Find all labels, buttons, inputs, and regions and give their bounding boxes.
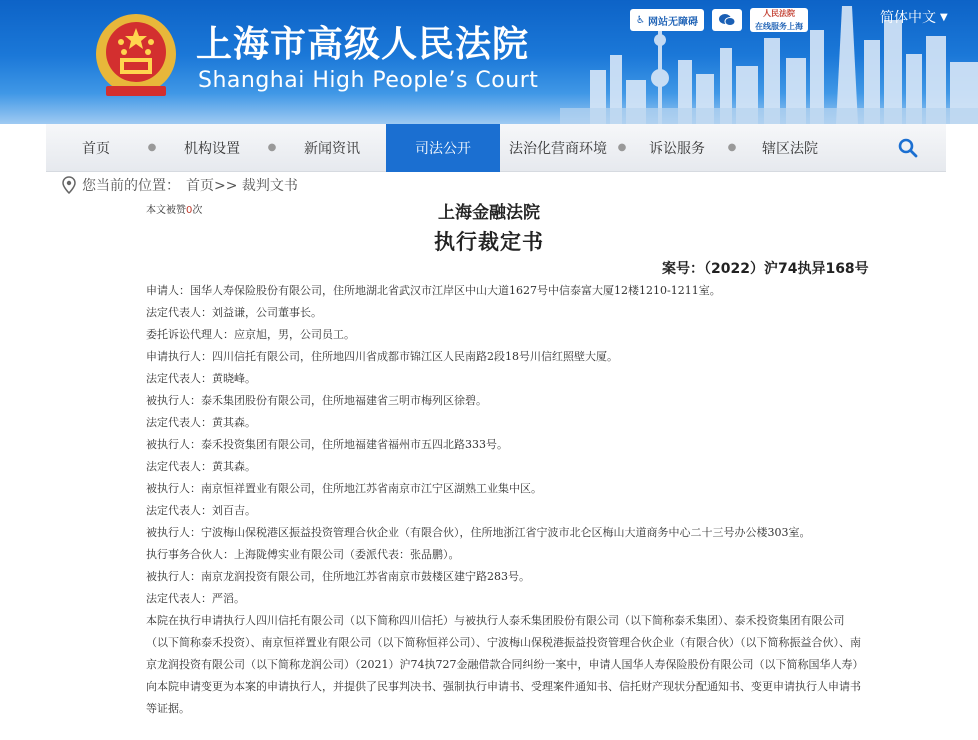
likes-number: 0	[186, 205, 193, 216]
paragraph: 法定代表人：黄其森。	[146, 460, 256, 473]
likes-prefix: 本文被赞	[146, 205, 186, 216]
paragraph: 申请人：国华人寿保险股份有限公司，住所地湖北省武汉市江岸区中山大道1627号中信泰富大厦12楼1210-1211室。	[146, 284, 721, 297]
case-number: 案号：（2022）沪74执异168号	[662, 261, 869, 277]
court-online-line1: 人民法院	[762, 8, 795, 18]
paragraph: 法定代表人：黄其森。	[146, 416, 256, 429]
paragraph: 被执行人：南京龙润投资有限公司，住所地江苏省南京市鼓楼区建宁路283号。	[146, 570, 530, 583]
nav-item-home[interactable]	[46, 124, 146, 172]
nav-label: 新闻资讯	[304, 140, 360, 157]
nav-item-judicial-openness[interactable]	[386, 124, 500, 172]
nav-separator: ●	[617, 142, 627, 153]
breadcrumb-prefix: 您当前的位置：	[82, 178, 180, 194]
wheelchair-icon: ♿	[636, 14, 645, 26]
search-icon[interactable]	[898, 138, 918, 158]
paragraph: 执行事务合伙人：上海陇傅实业有限公司（委派代表：张品鹏）。	[146, 548, 460, 561]
breadcrumb-path[interactable]: 首页>> 裁判文书	[186, 178, 298, 194]
nav-label: 辖区法院	[762, 140, 818, 157]
national-emblem-icon	[94, 12, 178, 102]
top-tools	[630, 8, 808, 32]
paragraph: 法定代表人：刘益谦，公司董事长。	[146, 306, 322, 319]
paragraph: 被执行人：泰禾集团股份有限公司，住所地福建省三明市梅列区徐碧。	[146, 394, 487, 407]
caret-down-icon: ▼	[940, 11, 948, 23]
location-pin-icon	[62, 176, 76, 194]
nav-label: 诉讼服务	[649, 140, 705, 157]
court-name: 上海金融法院	[438, 203, 540, 223]
paragraph: 被执行人：泰禾投资集团有限公司，住所地福建省福州市五四北路333号。	[146, 438, 508, 451]
language-selector[interactable]	[880, 7, 948, 27]
accessibility-label: 网站无障碍	[647, 16, 698, 28]
nav-separator: ●	[267, 142, 277, 153]
nav-item-district-courts[interactable]	[738, 124, 842, 172]
likes-suffix: 次	[192, 205, 203, 216]
paragraph: 法定代表人：黄晓峰。	[146, 372, 256, 385]
wechat-button[interactable]	[712, 9, 742, 31]
nav-label: 司法公开	[415, 140, 471, 157]
paragraph: 本院在执行申请执行人四川信托有限公司（以下简称四川信托）与被执行人泰禾集团股份有限公司（以下简称泰禾集团）、泰禾投资集团有限公司（以下简称泰禾投资）、南京恒祥置业有限公司（以下简称恒祥公司）、宁波梅山保税港振益投资管理合伙企业（有限合伙）（以下简称振益合伙）、南京龙润投资有限公司（以下简称龙润公司）（2021）沪74执727金融借款合同纠纷一案中，申请人国华人寿保险股份有限公司（以下简称国华人寿）向本院申请变更为本案的申请执行人，并提供了民事判决书、强制执行申请书、受理案件通知书、信托财产现状分配通知书、变更申请执行人申请书等证据。	[146, 614, 861, 715]
wechat-icon	[718, 13, 736, 27]
paragraph: 法定代表人：刘百吉。	[146, 504, 256, 517]
document-body	[146, 280, 862, 720]
nav-label: 首页	[82, 140, 110, 157]
nav-item-litigation-service[interactable]	[628, 124, 726, 172]
nav-item-organization[interactable]	[158, 124, 266, 172]
header-banner	[0, 0, 978, 124]
paragraph: 被执行人：宁波梅山保税港区振益投资管理合伙企业（有限合伙），住所地浙江省宁波市北仑区梅山大道商务中心二十三号办公楼303室。	[146, 526, 811, 539]
nav-item-news[interactable]	[278, 124, 386, 172]
main-nav	[46, 124, 946, 172]
site-title-en: Shanghai High People’s Court	[198, 68, 539, 93]
accessibility-button[interactable]	[630, 9, 704, 31]
nav-separator: ●	[727, 142, 737, 153]
language-label: 简体中文	[880, 10, 936, 26]
site-title-cn: 上海市高级人民法院	[196, 24, 530, 65]
paragraph: 申请执行人：四川信托有限公司，住所地四川省成都市锦江区人民南路2段18号川信红照壁大厦。	[146, 350, 618, 363]
document-title: 执行裁定书	[434, 230, 544, 254]
court-online-line2: 在线服务上海	[754, 21, 803, 31]
nav-separator: ●	[147, 142, 157, 153]
paragraph: 被执行人：南京恒祥置业有限公司，住所地江苏省南京市江宁区湖熟工业集中区。	[146, 482, 542, 495]
nav-label: 机构设置	[184, 140, 240, 157]
nav-label: 法治化营商环境	[509, 140, 607, 157]
paragraph: 法定代表人：严滔。	[146, 592, 245, 605]
paragraph: 委托诉讼代理人：应京旭，男，公司员工。	[146, 328, 355, 341]
court-online-service-button[interactable]	[750, 8, 808, 32]
breadcrumb	[62, 175, 298, 195]
nav-item-business-environment[interactable]	[500, 124, 616, 172]
